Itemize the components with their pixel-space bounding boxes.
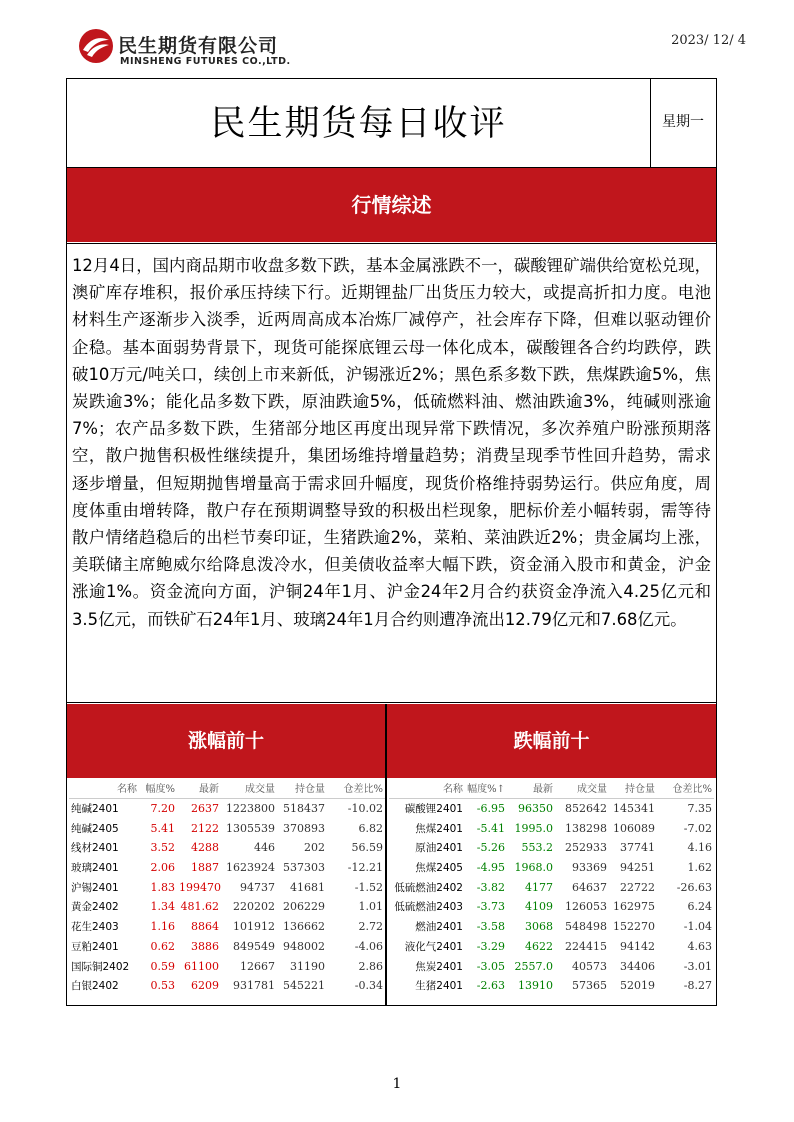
volume: 852642 [565, 802, 607, 816]
column-header: 持仓量 [609, 778, 657, 798]
minsheng-logo-icon [78, 28, 114, 64]
volume: 101912 [233, 920, 275, 934]
column-header: 名称 [69, 778, 139, 798]
change-pct: 5.41 [150, 821, 175, 835]
open-interest: 52019 [620, 979, 655, 993]
column-header: 幅度%↑ [465, 778, 507, 798]
volume: 40573 [572, 959, 607, 973]
column-header: 仓差比% [327, 778, 385, 798]
table-row [69, 818, 385, 838]
open-interest: 31190 [290, 959, 325, 973]
open-interest: 22722 [620, 880, 655, 894]
change-pct: -2.63 [476, 979, 505, 993]
change-pct: 0.53 [150, 979, 175, 993]
contract-name: 焦煤2405 [415, 862, 463, 875]
change-pct: -6.95 [476, 802, 505, 816]
company-logo [78, 28, 318, 72]
column-header: 名称 [389, 778, 465, 798]
contract-name: 焦煤2401 [415, 822, 463, 835]
last-price: 3068 [525, 920, 553, 934]
table-row [389, 798, 714, 818]
table-row [389, 838, 714, 858]
contract-name: 液化气2401 [404, 940, 463, 953]
oi-change-pct: -1.52 [354, 880, 383, 894]
last-price: 1968.0 [514, 861, 553, 875]
losers-table [389, 778, 714, 996]
table-row [69, 838, 385, 858]
open-interest: 41681 [290, 880, 325, 894]
change-pct: -3.58 [476, 920, 505, 934]
last-price: 3886 [191, 939, 219, 953]
table-row [69, 897, 385, 917]
last-price: 96350 [518, 802, 553, 816]
column-header: 持仓量 [277, 778, 327, 798]
change-pct: 7.20 [150, 802, 175, 816]
contract-name: 玻璃2401 [71, 862, 119, 875]
change-pct: 2.06 [150, 861, 175, 875]
table-row [69, 976, 385, 996]
table-row [389, 858, 714, 878]
last-price: 4109 [525, 900, 553, 914]
open-interest: 94142 [620, 939, 655, 953]
oi-change-pct: -3.01 [683, 959, 712, 973]
contract-name: 燃油2401 [415, 921, 463, 934]
oi-change-pct: 2.86 [358, 959, 383, 973]
oi-change-pct: 6.82 [358, 821, 383, 835]
oi-change-pct: -26.63 [676, 880, 712, 894]
change-pct: -5.26 [476, 841, 505, 855]
table-row [389, 937, 714, 957]
contract-name: 花生2403 [71, 921, 119, 934]
oi-change-pct: -4.06 [354, 939, 383, 953]
open-interest: 94251 [620, 861, 655, 875]
oi-change-pct: -12.21 [347, 861, 383, 875]
change-pct: 1.34 [150, 900, 175, 914]
change-pct: 0.62 [150, 939, 175, 953]
oi-change-pct: 6.24 [687, 900, 712, 914]
table-row [389, 818, 714, 838]
oi-change-pct: -1.04 [683, 920, 712, 934]
oi-change-pct: 1.01 [358, 900, 383, 914]
volume: 446 [254, 841, 275, 855]
oi-change-pct: -0.34 [354, 979, 383, 993]
table-row [389, 917, 714, 937]
report-date: 2023/ 12/ 4 [671, 33, 746, 48]
oi-change-pct: 56.59 [351, 841, 383, 855]
change-pct: 1.16 [150, 920, 175, 934]
open-interest: 152270 [613, 920, 655, 934]
company-name-en: MINSHENG FUTURES CO.,LTD. [120, 56, 291, 67]
contract-name: 线材2401 [71, 842, 119, 855]
volume: 12667 [240, 959, 275, 973]
last-price: 4177 [525, 880, 553, 894]
volume: 548498 [565, 920, 607, 934]
volume: 64637 [572, 880, 607, 894]
change-pct: -5.41 [476, 821, 505, 835]
gainers-heading: 涨幅前十 [67, 704, 385, 778]
page-number: 1 [392, 1076, 402, 1092]
open-interest: 136662 [283, 920, 325, 934]
gainers-table [69, 778, 385, 996]
company-name-cn: 民生期货有限公司 [118, 35, 279, 57]
change-pct: -3.29 [476, 939, 505, 953]
last-price: 2557.0 [514, 959, 553, 973]
weekday: 星期一 [662, 114, 704, 130]
oi-change-pct: -8.27 [683, 979, 712, 993]
oi-change-pct: 4.63 [687, 939, 712, 953]
table-row [69, 877, 385, 897]
open-interest: 948002 [283, 939, 325, 953]
last-price: 61100 [184, 959, 219, 973]
oi-change-pct: -7.02 [683, 821, 712, 835]
open-interest: 545221 [283, 979, 325, 993]
market-summary-text: 12月4日，国内商品期市收盘多数下跌，基本金属涨跌不一，碳酸锂矿端供给宽松兑现，澳矿库存堆积，报价承压持续下行。近期锂盐厂出货压力较大，或提高折扣力度。电池材料生产逐渐步入淡季，近两周高成本冶炼厂减停产，社会库存下降，但难以驱动锂价企稳。基本面弱势背景下，现货可能探底锂云母一体化成本，碳酸锂各合约均跌停，跌破10万元/吨关口，续创上市来新低，沪锡涨近2%；黑色系多数下跌，焦煤跌逾5%，焦炭跌逾3%；能化品多数下跌，原油跌逾5%，低硫燃料油、燃油跌逾3%，纯碱则涨逾7%；农产品多数下跌，生猪部分地区再度出现异常下跌情况，多次养殖户盼涨预期落空，散户抛售积极性继续提升，集团场维持增量趋势；消费呈现季节性回升趋势，需求逐步增量，但短期抛售增量高于需求回升幅度，现货价格维持弱势运行。供应角度，周度体重由增转降，散户存在预期调整导致的积极出栏现象，肥标价差小幅转弱，需等待散户情绪趋稳后的出栏节奏印证，生猪跌逾2%，菜粕、菜油跌近2%；贵金属均上涨，美联储主席鲍威尔给降息泼冷水，但美债收益率大幅下跌，资金涌入股市和黄金，沪金涨逾1%。资金流向方面，沪铜24年1月、沪金24年2月合约获资金净流入4.25亿元和3.5亿元，而铁矿石24年1月、玻璃24年1月合约则遭净流出12.79亿元和7.68亿元。 [67, 243, 716, 703]
open-interest: 145341 [613, 802, 655, 816]
volume: 1223800 [226, 802, 275, 816]
last-price: 553.2 [521, 841, 553, 855]
oi-change-pct: -10.02 [347, 802, 383, 816]
title-row [67, 79, 716, 168]
change-pct: -4.95 [476, 861, 505, 875]
open-interest: 202 [304, 841, 325, 855]
last-price: 481.62 [180, 900, 219, 914]
column-header: 成交量 [555, 778, 609, 798]
open-interest: 162975 [613, 900, 655, 914]
contract-name: 低硫燃油2402 [394, 881, 463, 894]
volume: 220202 [233, 900, 275, 914]
last-price: 13910 [518, 979, 553, 993]
table-row [69, 858, 385, 878]
open-interest: 206229 [283, 900, 325, 914]
volume: 1305539 [226, 821, 275, 835]
open-interest: 37741 [620, 841, 655, 855]
column-header: 仓差比% [657, 778, 714, 798]
volume: 849549 [233, 939, 275, 953]
contract-name: 豆粕2401 [71, 940, 119, 953]
table-row [69, 917, 385, 937]
volume: 138298 [565, 821, 607, 835]
open-interest: 34406 [620, 959, 655, 973]
contract-name: 白银2402 [71, 980, 119, 993]
contract-name: 沪锡2401 [71, 881, 119, 894]
table-row [69, 798, 385, 818]
volume: 93369 [572, 861, 607, 875]
last-price: 2637 [191, 802, 219, 816]
contract-name: 纯碱2401 [71, 803, 119, 816]
oi-change-pct: 4.16 [687, 841, 712, 855]
volume: 57365 [572, 979, 607, 993]
change-pct: 1.83 [150, 880, 175, 894]
last-price: 8864 [191, 920, 219, 934]
contract-name: 焦炭2401 [415, 960, 463, 973]
last-price: 4288 [191, 841, 219, 855]
volume: 1623924 [226, 861, 275, 875]
last-price: 199470 [179, 880, 221, 894]
last-price: 4622 [525, 939, 553, 953]
open-interest: 518437 [283, 802, 325, 816]
contract-name: 原油2401 [415, 842, 463, 855]
volume: 224415 [565, 939, 607, 953]
table-row [69, 956, 385, 976]
open-interest: 106089 [613, 821, 655, 835]
oi-change-pct: 2.72 [358, 920, 383, 934]
last-price: 2122 [191, 821, 219, 835]
table-row [389, 956, 714, 976]
table-row [389, 976, 714, 996]
column-divider [385, 704, 387, 1006]
column-header: 最新 [507, 778, 555, 798]
contract-name: 黄金2402 [71, 901, 119, 914]
losers-heading: 跌幅前十 [387, 704, 716, 778]
last-price: 1887 [191, 861, 219, 875]
change-pct: 0.59 [150, 959, 175, 973]
open-interest: 537303 [283, 861, 325, 875]
table-row [389, 877, 714, 897]
column-header: 成交量 [221, 778, 277, 798]
contract-name: 国际铜2402 [71, 960, 130, 973]
change-pct: -3.05 [476, 959, 505, 973]
page-title: 民生期货每日收评 [67, 79, 651, 167]
volume: 252933 [565, 841, 607, 855]
column-header: 最新 [177, 778, 221, 798]
contract-name: 低硫燃油2403 [394, 901, 463, 914]
gainers-header-row [69, 778, 385, 798]
volume: 126053 [565, 900, 607, 914]
summary-heading: 行情综述 [67, 168, 716, 242]
contract-name: 碳酸锂2401 [404, 803, 463, 816]
change-pct: 3.52 [150, 841, 175, 855]
change-pct: -3.73 [476, 900, 505, 914]
report-frame [66, 78, 717, 1006]
last-price: 1995.0 [514, 821, 553, 835]
change-pct: -3.82 [476, 880, 505, 894]
volume: 931781 [233, 979, 275, 993]
last-price: 6209 [191, 979, 219, 993]
contract-name: 生猪2401 [415, 980, 463, 993]
losers-header-row [389, 778, 714, 798]
table-row [69, 937, 385, 957]
oi-change-pct: 1.62 [687, 861, 712, 875]
volume: 94737 [240, 880, 275, 894]
column-header: 幅度% [139, 778, 177, 798]
open-interest: 370893 [283, 821, 325, 835]
contract-name: 纯碱2405 [71, 822, 119, 835]
oi-change-pct: 7.35 [687, 802, 712, 816]
table-row [389, 897, 714, 917]
